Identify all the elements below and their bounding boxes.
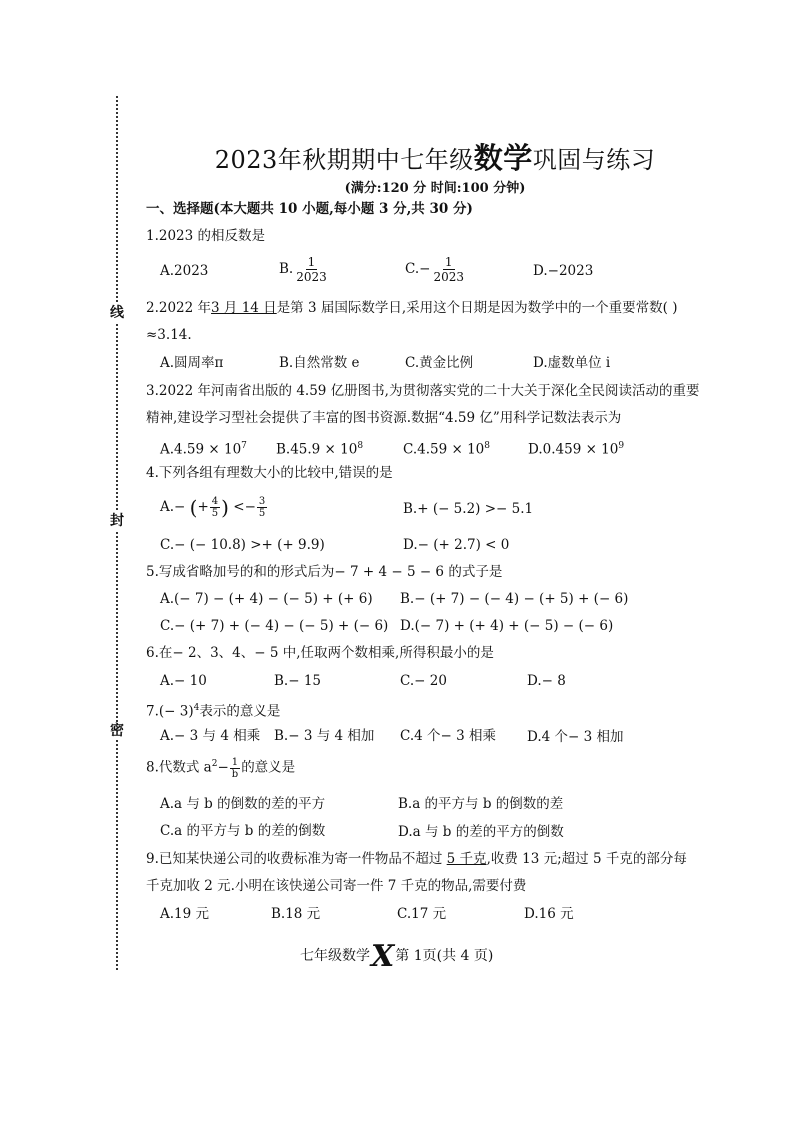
- q8-option-c: C.a 的平方与 b 的差的倒数: [160, 823, 326, 839]
- q4-option-c: C.− (− 10.8) >+ (+ 9.9): [160, 537, 325, 553]
- q3-d-exp: 9: [618, 441, 625, 451]
- q7-stem: [146, 699, 280, 721]
- binding-char-xian: 线: [110, 305, 124, 321]
- q6-option-a: A.− 10: [160, 673, 207, 689]
- q2-stem-date: 3 月 14 日: [211, 300, 277, 316]
- q3-b-exp: 8: [357, 441, 364, 451]
- q1-option-d: D.−2023: [533, 263, 594, 279]
- q5-option-d: D.(− 7) + (+ 4) + (− 5) − (− 6): [400, 618, 614, 634]
- q7-option-b: B.− 3 与 4 相加: [274, 728, 375, 744]
- q1-b-fraction: [294, 255, 329, 284]
- q7-option-c: C.4 个− 3 相乘: [400, 728, 497, 744]
- q1-b-den: 2023: [296, 270, 327, 284]
- q4-option-d: D.− (+ 2.7) < 0: [403, 537, 510, 553]
- q9-line1-weight: 5 千克: [446, 851, 487, 867]
- q1-c-num: 1: [444, 255, 453, 269]
- q5-option-b: B.− (+ 7) − (− 4) − (+ 5) + (− 6): [400, 591, 629, 607]
- q2-stem-post: 是第 3 届国际数学日,采用这个日期是因为数学中的一个重要常数( ): [276, 300, 678, 316]
- q9-line1-pre: 9.已知某快递公司的收费标准为寄一件物品不超过: [146, 851, 447, 867]
- q2-option-d: D.虚数单位 i: [533, 355, 611, 371]
- q3-c-exp: 8: [484, 441, 491, 451]
- q3-a-exp: 7: [241, 441, 247, 451]
- q8-stem-post: 的意义是: [241, 759, 296, 776]
- q8-stem: [146, 755, 295, 780]
- q7-stem-post: 表示的意义是: [199, 703, 281, 720]
- q7-stem-exp: 4: [193, 703, 200, 713]
- q3-d-base: D.0.459 × 10: [528, 441, 619, 458]
- q4-option-a: A.− (+ $\frac{4}{5}$ ) <− $\frac{3}{5}$: [160, 495, 266, 520]
- q2-option-c: C.黄金比例: [405, 355, 474, 371]
- q4-a-label: A.−: [160, 499, 190, 515]
- q3-option-b: [276, 437, 363, 459]
- q4-a-den2: 5: [258, 508, 266, 519]
- q7-stem-pre: 7.(− 3): [146, 703, 194, 720]
- q4-option-b: B.+ (− 5.2) >− 5.1: [403, 501, 534, 517]
- q6-option-d: D.− 8: [527, 673, 566, 689]
- q5-option-a: A.(− 7) − (+ 4) − (− 5) + (+ 6): [160, 591, 373, 607]
- binding-char-mi: 密: [110, 723, 124, 739]
- footer-subject: 七年级数学: [300, 948, 370, 964]
- section-heading: 一、选择题(本大题共 10 小题,每小题 3 分,共 30 分): [146, 201, 473, 217]
- title-subject: 数学: [473, 141, 533, 175]
- q1-option-a: A.2023: [160, 263, 209, 279]
- q8-stem-minus: −: [217, 759, 229, 776]
- binding-char-feng: 封: [110, 513, 124, 529]
- q4-a-fraction2: [257, 496, 267, 519]
- q8-option-d: D.a 与 b 的差的平方的倒数: [398, 824, 564, 840]
- footer-x-mark: X: [371, 939, 395, 974]
- q8-stem-pre: 8.代数式 a: [146, 759, 212, 776]
- page-footer: [300, 939, 493, 974]
- q9-option-c: C.17 元: [397, 906, 447, 922]
- q8-num: 1: [231, 756, 239, 768]
- q3-b-base: B.45.9 × 10: [276, 441, 358, 458]
- q3-c-base: C.4.59 × 10: [403, 441, 485, 458]
- q3-a-base: A.4.59 × 10: [160, 441, 242, 458]
- q1-c-den: 2023: [433, 270, 464, 284]
- q9-option-b: B.18 元: [271, 906, 321, 922]
- q2-option-a: A.圆周率π: [160, 355, 224, 371]
- q8-fraction: [230, 757, 240, 780]
- q1-option-b: [279, 255, 330, 284]
- q4-a-left-paren: (: [189, 495, 198, 520]
- q1-b-num: 1: [307, 255, 316, 269]
- footer-page-number: 第 1页(共 4 页): [395, 948, 494, 964]
- q1-b-label: B.: [279, 261, 294, 277]
- q2-stem-line2: ≈3.14.: [146, 327, 192, 343]
- q9-stem-line2: 千克加收 2 元.小明在该快递公司寄一件 7 千克的物品,需要付费: [146, 878, 527, 894]
- q4-a-fraction1: [210, 496, 220, 519]
- q6-option-c: C.− 20: [400, 673, 447, 689]
- q3-option-a: [160, 437, 247, 459]
- q3-stem-line1: 3.2022 年河南省出版的 4.59 亿册图书,为贯彻落实党的二十大关于深化全民阅读活动的重要: [146, 383, 700, 399]
- q6-stem: 6.在− 2、3、4、− 5 中,任取两个数相乘,所得积最小的是: [146, 645, 494, 661]
- q1-option-c: [405, 255, 467, 284]
- q9-option-d: D.16 元: [524, 906, 574, 922]
- q9-stem-line1: [146, 850, 687, 868]
- q5-stem: 5.写成省略加号的和的形式后为− 7 + 4 − 5 − 6 的式子是: [146, 564, 503, 580]
- q4-a-right-paren: ): [221, 495, 229, 520]
- q1-c-label: C.−: [405, 261, 431, 277]
- q4-a-mid: <−: [228, 499, 256, 515]
- page-title: [150, 136, 720, 177]
- q9-line1-post: ,收费 13 元;超过 5 千克的部分每: [486, 851, 687, 867]
- q8-option-a: A.a 与 b 的倒数的差的平方: [160, 796, 326, 812]
- q3-stem-line2: 精神,建设学习型社会提供了丰富的图书资源.数据“4.59 亿”用科学记数法表示为: [146, 410, 622, 426]
- q7-option-a: A.− 3 与 4 相乘: [160, 728, 261, 744]
- q3-option-d: [528, 437, 624, 459]
- q8-den: b: [231, 768, 239, 780]
- q2-stem-pre: 2.2022 年: [146, 300, 212, 316]
- q4-a-den1: 5: [211, 508, 219, 519]
- binding-dotted-line: [116, 96, 118, 970]
- q8-stem-exp: 2: [211, 759, 218, 769]
- q5-option-c: C.− (+ 7) + (− 4) − (− 5) + (− 6): [160, 618, 389, 634]
- title-pre: 2023年秋期期中七年级: [214, 146, 474, 174]
- q7-option-d: D.4 个− 3 相加: [527, 729, 624, 745]
- q3-option-c: [403, 437, 490, 459]
- exam-info: (满分:120 分 时间:100 分钟): [344, 181, 526, 196]
- q4-a-num2: 3: [258, 496, 266, 507]
- q4-stem: 4.下列各组有理数大小的比较中,错误的是: [146, 465, 393, 481]
- q4-a-num1: 4: [211, 496, 219, 507]
- q6-option-b: B.− 15: [274, 673, 321, 689]
- q8-option-b: B.a 的平方与 b 的倒数的差: [398, 796, 564, 812]
- q2-stem: [146, 299, 677, 317]
- q1-stem: 1.2023 的相反数是: [146, 228, 266, 244]
- q1-c-fraction: [431, 255, 466, 284]
- q9-option-a: A.19 元: [160, 906, 210, 922]
- title-post: 巩固与练习: [532, 146, 656, 174]
- q2-option-b: B.自然常数 e: [279, 355, 360, 371]
